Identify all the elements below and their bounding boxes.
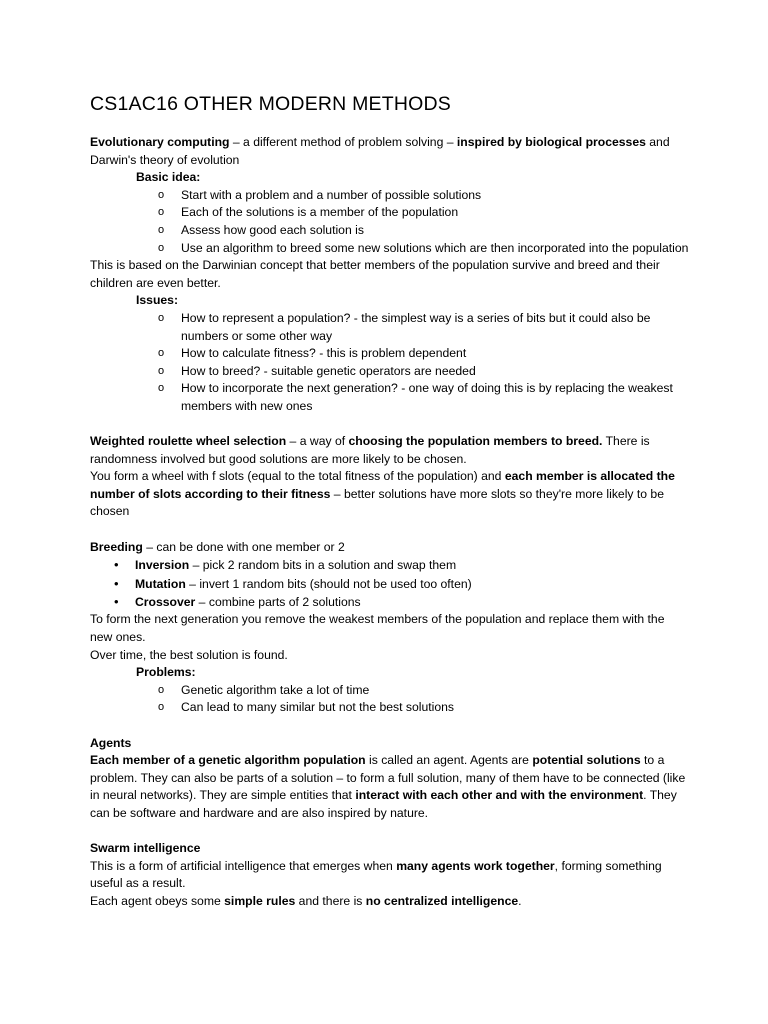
agents-emph-2: potential solutions <box>532 753 641 768</box>
swarm-heading-text: Swarm intelligence <box>90 841 201 856</box>
agents-heading-text: Agents <box>90 735 132 750</box>
item-desc: – pick 2 random bits in a solution and swap them <box>189 558 457 573</box>
list-item: o How to represent a population? - the simplest way is a series of bits but it could also be numbers or some other way <box>90 310 690 345</box>
agents-emph-3: interact with each other and with the environment <box>355 788 644 803</box>
breeding-intro <box>90 539 690 557</box>
item-term: Mutation <box>135 576 186 591</box>
agents-emph: Each member of a genetic algorithm population <box>90 753 366 768</box>
list-item: o How to breed? - suitable genetic operators are needed <box>90 363 690 381</box>
roulette-paragraph <box>90 433 690 468</box>
list-item <box>90 575 690 593</box>
issues-list <box>90 310 690 416</box>
breeding-text: – can be done with one member or 2 <box>142 539 345 554</box>
agents-text-3: . They can be software and hardware and are also inspired by nature. <box>90 788 677 820</box>
evo-emph: inspired by biological processes <box>456 135 646 149</box>
spacer <box>90 416 690 434</box>
agents-text-2: to a problem. They can also be parts of a solution – to form a full solution, many of them have to be connected (like in neural networks). They are simple entities that <box>90 753 686 803</box>
list-item: o Genetic algorithm take a lot of time <box>90 682 690 700</box>
roulette-wheel-emph: each member is allocated the number of slots according to their fitness <box>90 469 675 501</box>
spacer <box>90 823 690 841</box>
swarm-rules-emph-2: no centralized intelligence <box>365 893 519 908</box>
agents-paragraph <box>90 752 690 822</box>
list-item <box>90 593 690 611</box>
basic-idea-label: Basic idea: <box>136 170 201 185</box>
roulette-text: – a way of <box>286 434 349 449</box>
swarm-rules-paragraph <box>90 893 690 911</box>
evo-text-2: and Darwin's theory of evolution <box>90 135 670 167</box>
list-item: o Can lead to many similar but not the best solutions <box>90 699 690 717</box>
list-item: o Use an algorithm to breed some new solutions which are then incorporated into the population <box>90 240 690 258</box>
basic-idea-list <box>90 187 690 257</box>
roulette-wheel-text-2: – better solutions have more slots so they're more likely to be chosen <box>90 486 664 519</box>
next-generation-paragraph: To form the next generation you remove the weakest members of the population and replace them with the new ones. <box>90 612 665 645</box>
spacer <box>90 521 690 539</box>
roulette-wheel-text: You form a wheel with f slots (equal to the total fitness of the population) and <box>90 469 505 484</box>
swarm-emph: many agents work together <box>396 858 555 873</box>
list-item <box>90 556 690 574</box>
breeding-list <box>90 556 690 611</box>
evo-intro <box>90 134 690 169</box>
agents-heading <box>90 735 690 753</box>
roulette-wheel-paragraph <box>90 468 690 521</box>
list-item: o How to calculate fitness? - this is problem dependent <box>90 345 690 363</box>
problems-label: Problems: <box>136 665 196 680</box>
list-item: o Start with a problem and a number of possible solutions <box>90 187 690 205</box>
document-page <box>90 92 690 911</box>
spacer <box>90 717 690 735</box>
evo-term: Evolutionary computing <box>90 135 230 149</box>
swarm-rules-emph: simple rules <box>224 893 296 908</box>
list-item: o Assess how good each solution is <box>90 222 690 240</box>
item-term: Crossover <box>135 595 196 610</box>
item-desc: – combine parts of 2 solutions <box>195 595 361 610</box>
agents-text: is called an agent. Agents are <box>365 753 533 768</box>
list-item: o Each of the solutions is a member of the population <box>90 204 690 222</box>
swarm-rules-text: Each agent obeys some <box>90 893 225 908</box>
roulette-text-2: There is randomness involved but good solutions are more likely to be chosen. <box>90 434 650 466</box>
swarm-rules-text-3: . <box>518 893 522 908</box>
swarm-text: This is a form of artificial intelligence that emerges when <box>90 858 397 873</box>
swarm-paragraph <box>90 858 690 893</box>
page-title: CS1AC16 OTHER MODERN METHODS <box>90 93 451 115</box>
swarm-rules-text-2: and there is <box>295 893 366 908</box>
evo-text: – a different method of problem solving – <box>229 135 457 149</box>
roulette-term: Weighted roulette wheel selection <box>90 434 287 449</box>
over-time-paragraph: Over time, the best solution is found. <box>90 647 288 662</box>
item-term: Inversion <box>135 558 190 573</box>
problems-list <box>90 682 690 717</box>
issues-label: Issues: <box>136 293 179 308</box>
swarm-text-2: , forming something useful as a result. <box>90 858 662 891</box>
swarm-heading <box>90 840 690 858</box>
item-desc: – invert 1 random bits (should not be used too often) <box>185 576 472 591</box>
darwin-paragraph: This is based on the Darwinian concept that better members of the population survive and breed and their children are even better. <box>90 258 660 290</box>
list-item: o How to incorporate the next generation? - one way of doing this is by replacing the weakest members with new ones <box>90 380 690 415</box>
roulette-emph: choosing the population members to breed. <box>348 434 603 449</box>
breeding-term: Breeding <box>90 539 143 554</box>
